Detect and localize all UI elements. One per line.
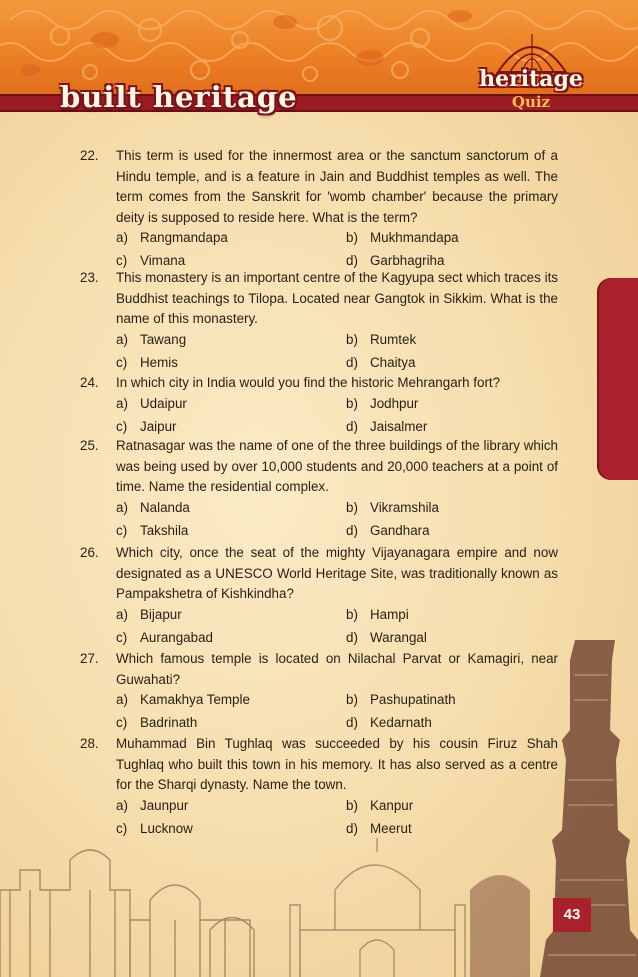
option-text: Takshila	[140, 522, 189, 538]
option-letter: d)	[346, 820, 358, 836]
option-letter: c)	[116, 522, 128, 538]
section-title: built heritage	[60, 80, 298, 114]
question-22	[80, 146, 558, 272]
option-text: Kamakhya Temple	[140, 692, 250, 708]
option-letter: a)	[116, 606, 128, 622]
option-letter: d)	[346, 629, 358, 645]
option-text: Vimana	[140, 253, 186, 269]
option-text: Jodhpur	[370, 395, 419, 411]
option-text: Rumtek	[370, 331, 417, 347]
option-text: Rangmandapa	[140, 230, 228, 246]
option-a	[116, 330, 346, 351]
option-letter: c)	[116, 820, 128, 836]
logo-quiz-label: Quiz	[511, 93, 551, 111]
options-grid	[116, 690, 558, 734]
option-letter: d)	[346, 418, 358, 434]
option-letter: c)	[116, 629, 128, 645]
option-letter: a)	[116, 230, 128, 246]
option-c	[116, 819, 346, 840]
option-text: Lucknow	[140, 820, 193, 836]
option-a	[116, 498, 346, 519]
option-letter: d)	[346, 522, 358, 538]
option-letter: b)	[346, 230, 358, 246]
option-letter: a)	[116, 692, 128, 708]
option-text: Jaisalmer	[370, 418, 428, 434]
option-letter: c)	[116, 253, 128, 269]
option-text: Mukhmandapa	[370, 230, 459, 246]
question-text: Which city, once the seat of the mighty Vijayanagara empire and now designated as a UNESCO World Heritage Site, was traditionally known as Pampakshetra of Kishkindha?	[116, 545, 558, 602]
logo-wordmark: heritage	[479, 66, 583, 92]
side-tab	[597, 278, 638, 480]
question-text: This term is used for the innermost area or the sanctum sanctorum of a Hindu temple, and is a feature in Jain and Buddhist temples as well. The term comes from the Sanskrit for 'womb chamber' because the primary deity is supposed to reside here. What is the term?	[116, 148, 558, 225]
option-text: Pashupatinath	[370, 692, 456, 708]
option-letter: b)	[346, 797, 358, 813]
option-letter: b)	[346, 395, 358, 411]
option-letter: d)	[346, 253, 358, 269]
option-letter: a)	[116, 499, 128, 515]
option-text: Nalanda	[140, 499, 190, 515]
option-d	[346, 713, 546, 734]
question-28	[80, 734, 558, 839]
option-b	[346, 394, 546, 415]
question-number: 28.	[80, 736, 99, 751]
option-text: Vikramshila	[370, 499, 439, 515]
option-d	[346, 353, 546, 374]
option-letter: c)	[116, 715, 128, 731]
question-number: 26.	[80, 545, 99, 560]
option-text: Kedarnath	[370, 715, 432, 731]
question-number: 24.	[80, 375, 99, 390]
option-text: Hemis	[140, 354, 178, 370]
option-text: Aurangabad	[140, 629, 213, 645]
option-text: Udaipur	[140, 395, 187, 411]
option-b	[346, 796, 546, 817]
options-grid	[116, 605, 558, 649]
option-letter: c)	[116, 354, 128, 370]
option-text: Gandhara	[370, 522, 430, 538]
option-letter: a)	[116, 797, 128, 813]
option-text: Jaunpur	[140, 797, 189, 813]
options-grid	[116, 498, 558, 542]
option-c	[116, 628, 346, 649]
question-number: 23.	[80, 270, 99, 285]
option-c	[116, 713, 346, 734]
option-letter: b)	[346, 331, 358, 347]
option-letter: b)	[346, 692, 358, 708]
option-text: Garbhagriha	[370, 253, 445, 269]
option-letter: a)	[116, 395, 128, 411]
option-text: Chaitya	[370, 354, 416, 370]
options-grid	[116, 330, 558, 374]
option-a	[116, 394, 346, 415]
option-letter: b)	[346, 606, 358, 622]
option-b	[346, 498, 546, 519]
question-27	[80, 649, 558, 734]
option-text: Hampi	[370, 606, 409, 622]
options-grid	[116, 796, 558, 840]
question-number: 22.	[80, 148, 99, 163]
option-b	[346, 605, 546, 626]
option-text: Tawang	[140, 331, 187, 347]
option-b	[346, 330, 546, 351]
question-text: Muhammad Bin Tughlaq was succeeded by his cousin Firuz Shah Tughlaq who built this town in his memory. It has also served as a centre for the Sharqi dynasty. Name the town.	[116, 736, 558, 793]
option-d	[346, 628, 546, 649]
option-text: Warangal	[370, 629, 427, 645]
question-24	[80, 373, 558, 437]
question-25	[80, 436, 558, 541]
question-23	[80, 268, 558, 373]
option-text: Kanpur	[370, 797, 414, 813]
question-text: Ratnasagar was the name of one of the three buildings of the library which was being used by over 10,000 students and 20,000 teachers at a point of time. Name the residential complex.	[116, 438, 558, 495]
option-letter: d)	[346, 715, 358, 731]
option-text: Meerut	[370, 820, 412, 836]
option-d	[346, 819, 546, 840]
option-b	[346, 228, 546, 249]
option-text: Jaipur	[140, 418, 177, 434]
question-26	[80, 543, 558, 648]
page-number: 43	[553, 898, 591, 932]
option-c	[116, 353, 346, 374]
option-d	[346, 521, 546, 542]
question-text: In which city in India would you find the historic Mehrangarh fort?	[116, 375, 501, 390]
option-text: Badrinath	[140, 715, 198, 731]
question-text: This monastery is an important centre of the Kagyupa sect which traces its Buddhist teachings to Tilopa. Located near Gangtok in Sikkim. What is the name of this monastery.	[116, 270, 558, 327]
option-c	[116, 521, 346, 542]
option-letter: a)	[116, 331, 128, 347]
option-a	[116, 605, 346, 626]
option-letter: d)	[346, 354, 358, 370]
question-number: 27.	[80, 651, 99, 666]
options-grid	[116, 228, 558, 272]
option-a	[116, 228, 346, 249]
option-letter: c)	[116, 418, 128, 434]
option-text: Bijapur	[140, 606, 182, 622]
option-d	[346, 417, 546, 438]
option-letter: b)	[346, 499, 358, 515]
question-number: 25.	[80, 438, 99, 453]
option-c	[116, 417, 346, 438]
option-b	[346, 690, 546, 711]
option-a	[116, 690, 346, 711]
question-text: Which famous temple is located on Nilachal Parvat or Kamagiri, near Guwahati?	[116, 651, 558, 687]
option-a	[116, 796, 346, 817]
options-grid	[116, 394, 558, 438]
